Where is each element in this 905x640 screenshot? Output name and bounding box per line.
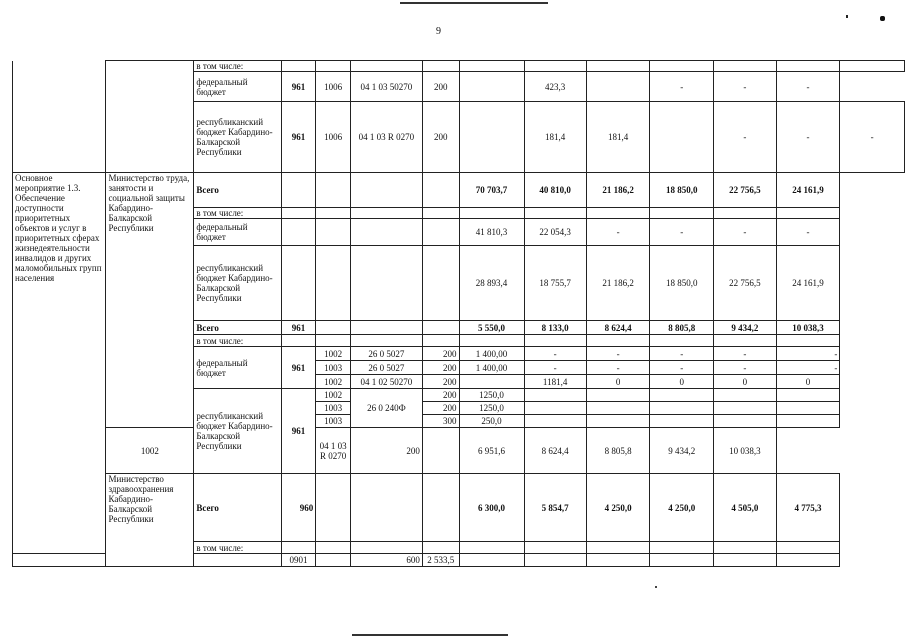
empty-cell <box>316 208 351 219</box>
rep-label: республиканский бюджет Кабардино-Балкарской Республики <box>194 246 281 321</box>
value-cell: - <box>714 72 777 102</box>
rep-label: республиканский бюджет Кабардино-Балкарской Республики <box>194 389 281 474</box>
value-cell: 4 775,3 <box>776 474 840 542</box>
empty-cell <box>650 554 714 567</box>
value-cell: - <box>840 102 905 173</box>
csr-cell: 04 1 03 R 0270 <box>316 428 351 474</box>
value-cell: 4 505,0 <box>714 474 777 542</box>
empty-cell <box>586 554 650 567</box>
grbs-cell: 960 <box>281 474 316 542</box>
empty-cell <box>422 61 459 72</box>
top-scan-line <box>400 2 548 4</box>
empty-cell <box>459 335 524 347</box>
empty-cell <box>13 554 106 567</box>
empty-cell <box>350 321 422 335</box>
value-cell: 18 850,0 <box>650 246 714 321</box>
empty-cell <box>350 219 422 246</box>
scan-speck <box>655 586 657 588</box>
value-cell: 22 756,5 <box>714 173 777 208</box>
empty-cell <box>840 61 905 72</box>
empty-cell <box>586 61 650 72</box>
vr-cell: 200 <box>422 72 459 102</box>
rz-cell: 1003 <box>316 361 351 375</box>
empty-cell <box>350 208 422 219</box>
value-cell: 9 434,2 <box>714 321 777 335</box>
empty-cell <box>281 219 316 246</box>
csr-cell: 26 0 240Ф <box>350 389 422 428</box>
empty-cell <box>422 219 459 246</box>
vr-cell: 200 <box>422 102 459 173</box>
empty-cell <box>281 173 316 208</box>
value-cell: 21 186,2 <box>586 246 650 321</box>
empty-cell <box>350 335 422 347</box>
rz-cell: 1002 <box>316 347 351 361</box>
empty-cell <box>422 208 459 219</box>
empty-cell <box>714 389 777 402</box>
value-cell: 18 850,0 <box>650 173 714 208</box>
table-row <box>13 173 905 208</box>
empty-cell <box>316 542 351 554</box>
empty-cell <box>650 389 714 402</box>
page-number: 9 <box>436 26 441 37</box>
value-cell: 6 300,0 <box>459 474 524 542</box>
value-cell: - <box>650 361 714 375</box>
value-cell: 1250,0 <box>459 389 524 402</box>
empty-cell <box>524 335 586 347</box>
rz-cell: 1006 <box>316 72 351 102</box>
value-cell: 8 805,8 <box>586 428 650 474</box>
value-cell: 5 854,7 <box>524 474 586 542</box>
csr-cell: 04 1 02 50270 <box>350 375 422 389</box>
fed-label: федеральный бюджет <box>194 219 281 246</box>
value-cell: - <box>650 219 714 246</box>
empty-cell <box>316 335 351 347</box>
sub-label: в том числе: <box>194 335 281 347</box>
empty-cell <box>650 61 714 72</box>
empty-cell <box>650 208 714 219</box>
value-cell: - <box>586 219 650 246</box>
value-cell: 8 624,4 <box>524 428 586 474</box>
grbs-cell: 961 <box>281 72 316 102</box>
ministry-labor: Министерство труда, занятости и социальной защиты Кабардино-Балкарской Республики <box>106 173 194 428</box>
value-cell: 6 951,6 <box>459 428 524 474</box>
empty-cell <box>524 61 586 72</box>
value-cell: 0 <box>776 375 840 389</box>
empty-cell <box>524 542 586 554</box>
empty-cell <box>524 415 586 428</box>
empty-cell <box>776 415 840 428</box>
vr-cell: 200 <box>422 347 459 361</box>
value-cell: - <box>776 102 840 173</box>
empty-cell <box>776 554 840 567</box>
empty-cell <box>422 335 459 347</box>
empty-cell <box>459 375 524 389</box>
empty-cell <box>459 554 524 567</box>
grbs-cell: 961 <box>281 321 316 335</box>
empty-cell <box>524 402 586 415</box>
rz-cell: 0901 <box>281 554 316 567</box>
empty-cell <box>524 208 586 219</box>
empty-cell <box>350 542 422 554</box>
total-label: Всего <box>194 321 281 335</box>
table-row <box>13 474 905 542</box>
vr-cell: 200 <box>422 361 459 375</box>
empty-cell <box>586 208 650 219</box>
value-cell: 41 810,3 <box>459 219 524 246</box>
empty-cell <box>650 402 714 415</box>
empty-cell <box>650 415 714 428</box>
scan-speck <box>846 15 848 18</box>
total-label: Всего <box>194 474 281 542</box>
value-cell: 8 133,0 <box>524 321 586 335</box>
empty-cell <box>459 61 524 72</box>
budget-table <box>12 60 905 567</box>
empty-cell <box>586 72 650 102</box>
value-cell: - <box>776 347 840 361</box>
value-cell: 24 161,9 <box>776 246 840 321</box>
empty-cell <box>714 335 777 347</box>
value-cell: 22 756,5 <box>714 246 777 321</box>
empty-cell <box>316 173 351 208</box>
empty-cell <box>316 321 351 335</box>
sub-label: в том числе: <box>194 542 281 554</box>
empty-cell <box>281 208 316 219</box>
value-cell: - <box>714 347 777 361</box>
empty-cell <box>586 415 650 428</box>
table-cell <box>106 72 194 102</box>
table-cell <box>13 61 106 173</box>
bottom-scan-line <box>352 634 508 636</box>
empty-cell <box>714 208 777 219</box>
empty-cell <box>459 208 524 219</box>
value-cell: - <box>714 361 777 375</box>
table-cell <box>106 102 194 173</box>
empty-cell <box>281 246 316 321</box>
grbs-cell: 961 <box>281 102 316 173</box>
rz-cell: 1003 <box>316 415 351 428</box>
ministry-health: Министерство здравоохранения Кабардино-Балкарской Республики <box>106 474 194 567</box>
empty-cell <box>714 542 777 554</box>
empty-cell <box>714 415 777 428</box>
empty-cell <box>316 554 351 567</box>
value-cell: - <box>776 219 840 246</box>
empty-cell <box>776 335 840 347</box>
empty-cell <box>350 61 422 72</box>
vr-cell: 200 <box>422 389 459 402</box>
empty-cell <box>194 554 281 567</box>
rz-cell: 1002 <box>316 389 351 402</box>
value-cell: 1 400,00 <box>459 347 524 361</box>
empty-cell <box>281 542 316 554</box>
empty-cell <box>524 554 586 567</box>
value-cell: 8 624,4 <box>586 321 650 335</box>
vr-cell: 600 <box>350 554 422 567</box>
value-cell: 1250,0 <box>459 402 524 415</box>
empty-cell <box>459 102 524 173</box>
value-cell: - <box>586 347 650 361</box>
sub-label: в том числе: <box>194 61 281 72</box>
total-label: Всего <box>194 173 281 208</box>
empty-cell <box>586 335 650 347</box>
value-cell: 181,4 <box>586 102 650 173</box>
empty-cell <box>422 321 459 335</box>
event-name: Основное мероприятие 1.3. Обеспечение доступности приоритетных объектов и услуг в приоритетных сферах жизнедеятельности инвалидов и других маломобильных групп населения <box>13 173 106 554</box>
rep-label: республиканский бюджет Кабардино-Балкарской Республики <box>194 102 281 173</box>
rz-cell: 1006 <box>316 102 351 173</box>
empty-cell <box>776 61 840 72</box>
vr-cell: 200 <box>422 402 459 415</box>
rz-cell: 1003 <box>316 402 351 415</box>
value-cell: 5 550,0 <box>459 321 524 335</box>
value-cell: 10 038,3 <box>776 321 840 335</box>
empty-cell <box>316 246 351 321</box>
table-row <box>13 61 905 72</box>
value-cell: 0 <box>650 375 714 389</box>
value-cell: - <box>776 361 840 375</box>
vr-cell: 200 <box>422 375 459 389</box>
empty-cell <box>350 173 422 208</box>
empty-cell <box>459 542 524 554</box>
value-cell: - <box>776 72 840 102</box>
empty-cell <box>316 219 351 246</box>
table-row <box>13 72 905 102</box>
csr-cell: 04 1 03 50270 <box>350 72 422 102</box>
empty-cell <box>714 61 777 72</box>
empty-cell <box>350 246 422 321</box>
grbs-cell: 961 <box>281 347 316 389</box>
empty-cell <box>586 542 650 554</box>
empty-cell <box>422 246 459 321</box>
value-cell: 1 400,00 <box>459 361 524 375</box>
value-cell: 0 <box>714 375 777 389</box>
empty-cell <box>776 542 840 554</box>
empty-cell <box>350 474 422 542</box>
value-cell: - <box>586 361 650 375</box>
empty-cell <box>422 173 459 208</box>
empty-cell <box>714 554 777 567</box>
empty-cell <box>650 335 714 347</box>
csr-cell: 26 0 5027 <box>350 361 422 375</box>
empty-cell <box>776 208 840 219</box>
value-cell: 8 805,8 <box>650 321 714 335</box>
csr-cell: 04 1 03 R 0270 <box>350 102 422 173</box>
value-cell: - <box>714 102 777 173</box>
value-cell: 181,4 <box>524 102 586 173</box>
fed-label: федеральный бюджет <box>194 72 281 102</box>
value-cell: 0 <box>586 375 650 389</box>
value-cell: - <box>650 347 714 361</box>
value-cell: - <box>524 361 586 375</box>
value-cell: 1181,4 <box>524 375 586 389</box>
value-cell: 24 161,9 <box>776 173 840 208</box>
empty-cell <box>459 72 524 102</box>
rz-cell: 1002 <box>316 375 351 389</box>
grbs-cell: 961 <box>281 389 316 474</box>
value-cell: - <box>650 72 714 102</box>
empty-cell <box>776 389 840 402</box>
value-cell: 21 186,2 <box>586 173 650 208</box>
rz-cell: 1002 <box>106 428 194 474</box>
fed-label: федеральный бюджет <box>194 347 281 389</box>
empty-cell <box>586 402 650 415</box>
value-cell: - <box>714 219 777 246</box>
value-cell: 4 250,0 <box>586 474 650 542</box>
table-row <box>13 102 905 173</box>
empty-cell <box>316 474 351 542</box>
vr-cell: 300 <box>422 415 459 428</box>
table-cell <box>106 61 194 72</box>
empty-cell <box>650 102 714 173</box>
csr-cell: 26 0 5027 <box>350 347 422 361</box>
value-cell: 9 434,2 <box>650 428 714 474</box>
value-cell: 40 810,0 <box>524 173 586 208</box>
table-row <box>13 428 905 474</box>
scan-speck <box>880 16 885 21</box>
empty-cell <box>422 542 459 554</box>
value-cell: 2 533,5 <box>422 554 459 567</box>
value-cell: 70 703,7 <box>459 173 524 208</box>
value-cell: 423,3 <box>524 72 586 102</box>
empty-cell <box>524 389 586 402</box>
empty-cell <box>714 402 777 415</box>
empty-cell <box>422 428 459 474</box>
value-cell: 250,0 <box>459 415 524 428</box>
empty-cell <box>586 389 650 402</box>
empty-cell <box>650 542 714 554</box>
empty-cell <box>316 61 351 72</box>
vr-cell: 200 <box>350 428 422 474</box>
sub-label: в том числе: <box>194 208 281 219</box>
empty-cell <box>281 335 316 347</box>
empty-cell <box>281 61 316 72</box>
value-cell: - <box>524 347 586 361</box>
empty-cell <box>776 402 840 415</box>
value-cell: 4 250,0 <box>650 474 714 542</box>
value-cell: 18 755,7 <box>524 246 586 321</box>
empty-cell <box>422 474 459 542</box>
value-cell: 10 038,3 <box>714 428 777 474</box>
value-cell: 22 054,3 <box>524 219 586 246</box>
value-cell: 28 893,4 <box>459 246 524 321</box>
